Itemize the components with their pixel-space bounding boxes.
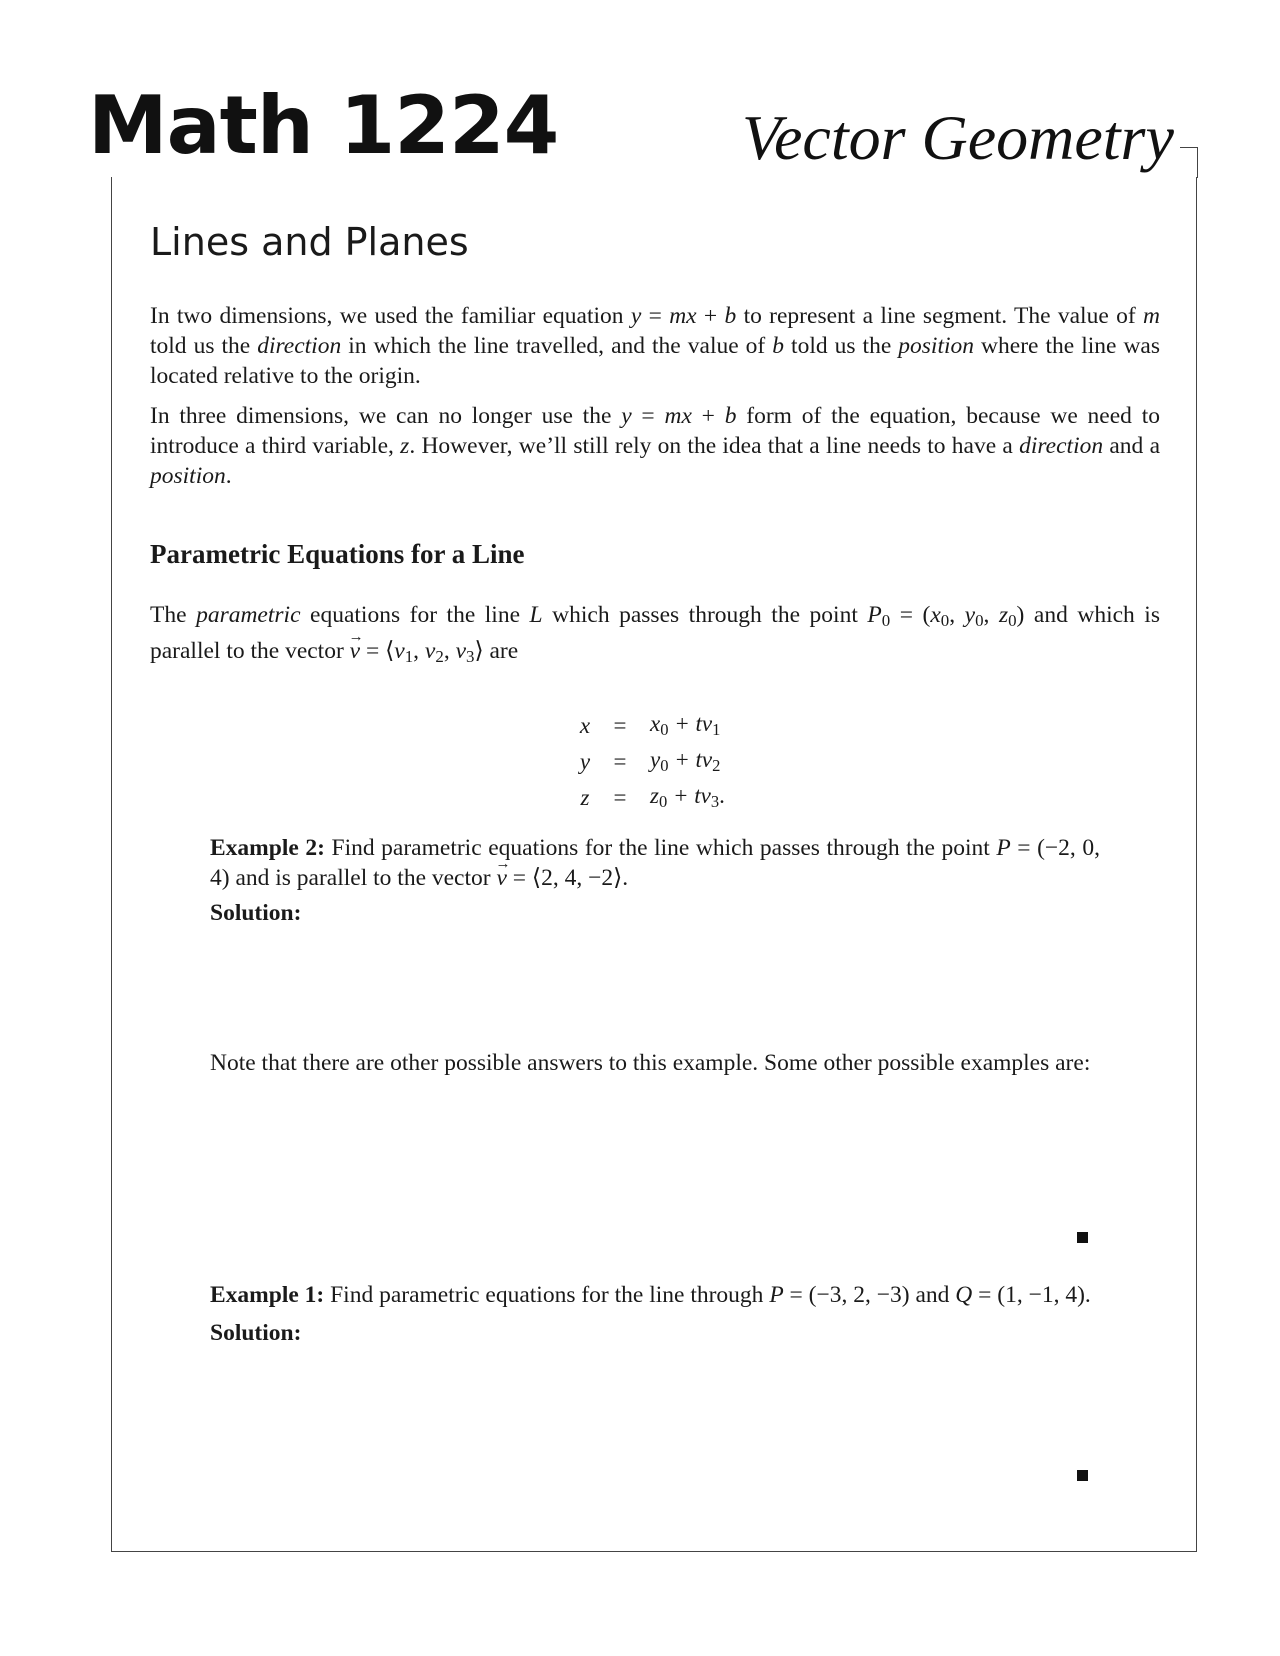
math-op: + (696, 303, 725, 329)
text-run: The (150, 602, 197, 628)
math-var: mx (664, 403, 692, 429)
course-title: Math 1224 (88, 79, 559, 172)
math-var: P (867, 602, 882, 628)
subscript: 0 (660, 720, 669, 740)
equation-rhs (640, 780, 725, 816)
text-run: In two dimensions, we used the familiar equation (150, 303, 631, 329)
text-run: = (1, −1, 4). (972, 1282, 1091, 1308)
subscript: 0 (975, 611, 984, 631)
emphasis: position (150, 463, 226, 489)
end-of-proof-square-icon (1077, 1232, 1088, 1243)
separator: , (949, 602, 965, 628)
math-var: y (630, 303, 642, 329)
math-var: z (650, 783, 659, 809)
text-run: In three dimensions, we can no longer use the (150, 403, 622, 429)
math-var: P (996, 835, 1011, 861)
math-var: x (650, 711, 661, 737)
text-run: . (225, 463, 232, 489)
math-var: Q (955, 1282, 973, 1308)
math-var: v (700, 783, 711, 809)
subscript: 1 (404, 647, 414, 667)
example-2-statement (210, 833, 1100, 893)
math-var: y (621, 403, 632, 429)
equation-operator: = (613, 785, 627, 810)
separator: , (443, 638, 456, 665)
math-var: z (400, 433, 410, 459)
intro-paragraph-2 (150, 401, 1160, 491)
text-run: and a (1103, 433, 1160, 459)
definition-paragraph (150, 600, 1160, 672)
subscript: 0 (658, 792, 668, 812)
math-var: v (455, 638, 466, 665)
math-var: b (724, 303, 737, 329)
equation-row (570, 708, 725, 744)
emphasis: parametric (196, 602, 301, 628)
text-run: = ⟨2, 4, −2⟩. (506, 865, 629, 891)
equation-row (570, 780, 725, 816)
emphasis: position (898, 333, 975, 359)
math-var: v (424, 638, 436, 665)
subscript: 3 (710, 792, 720, 812)
subscript: 2 (435, 647, 444, 667)
intro-paragraph-1 (150, 301, 1160, 391)
text-run: = (−3, 2, −3) and (783, 1282, 956, 1308)
text-run: to represent a line segment. The value of (736, 303, 1143, 329)
math-op: + t (667, 783, 701, 809)
text-run: = ⟨ (360, 638, 395, 665)
note-paragraph: Note that there are other possible answers to this example. Some other possible examples are: (210, 1050, 1091, 1076)
equation-rhs (640, 708, 725, 744)
math-var: mx (669, 303, 697, 329)
math-var: m (1143, 303, 1160, 329)
equation-rhs (640, 744, 725, 780)
math-var: v (701, 711, 713, 737)
text-run: = (−2, 0, 4) and is parallel to the vector (210, 835, 1100, 891)
text-run: form of the equation, because we need to introduce a third variable, (150, 403, 1160, 459)
math-op: + t (668, 711, 702, 737)
text-run: ) and which is parallel to the vector (150, 602, 1160, 665)
frame-corner-tick (1180, 147, 1198, 178)
subscript: 3 (466, 647, 475, 667)
end-of-proof-square-icon (1077, 1470, 1088, 1481)
subscript: 1 (712, 720, 721, 740)
equation-row (570, 744, 725, 780)
math-var: b (772, 333, 785, 359)
math-var: z (998, 602, 1009, 628)
subheading: Parametric Equations for a Line (150, 539, 525, 569)
example-label: Example 2: (210, 835, 325, 861)
separator: , (413, 638, 425, 665)
text-run: Find parametric equations for the line which passes through the point (324, 835, 997, 861)
example-1-solution-label: Solution: (210, 1320, 302, 1346)
subscript: 0 (940, 611, 950, 631)
math-op: = (631, 403, 665, 429)
example-label: Example 1: (210, 1282, 325, 1308)
math-var: v (394, 638, 405, 665)
math-var: y (964, 602, 976, 628)
equation-lhs: y (579, 749, 591, 774)
topic-title: Vector Geometry (742, 102, 1174, 173)
subscript: 0 (660, 756, 669, 776)
section-heading: Lines and Planes (150, 220, 469, 264)
equation-tail: . (719, 783, 725, 809)
emphasis: direction (257, 333, 342, 359)
separator: , (983, 602, 999, 628)
text-run: ⟩ are (474, 638, 519, 665)
math-var: y (650, 747, 661, 773)
emphasis: direction (1019, 433, 1104, 459)
text-run: which passes through the point (542, 602, 868, 628)
text-run: where the line was located relative to the origin. (150, 333, 1161, 389)
text-run: Find parametric equations for the line through (324, 1282, 770, 1308)
math-op: = (641, 303, 670, 329)
math-op: + (691, 403, 725, 429)
equation-operator: = (613, 749, 627, 774)
text-run: . However, we’ll still rely on the idea that a line needs to have a (409, 433, 1020, 459)
text-run: told us the (150, 333, 258, 359)
equation-lhs: z (580, 785, 590, 810)
math-var: b (724, 403, 737, 429)
math-var: P (769, 1282, 784, 1308)
text-run: in which the line travelled, and the value of (341, 333, 773, 359)
example-1-statement (210, 1280, 1100, 1310)
subscript: 0 (881, 611, 891, 631)
math-var: v (701, 747, 713, 773)
text-run: told us the (784, 333, 899, 359)
text-run: equations for the line (300, 602, 530, 628)
vector-v: → v (350, 636, 360, 666)
math-var: L (529, 602, 543, 628)
math-var: x (930, 602, 941, 628)
math-op: + t (668, 747, 702, 773)
text-run: = ( (890, 602, 931, 628)
example-2-solution-label: Solution: (210, 900, 302, 926)
equation-operator: = (613, 713, 627, 738)
subscript: 2 (712, 756, 721, 776)
subscript: 0 (1008, 611, 1017, 631)
parametric-equations (570, 708, 725, 816)
equation-lhs: x (579, 713, 591, 738)
vector-v: → v (496, 863, 506, 893)
